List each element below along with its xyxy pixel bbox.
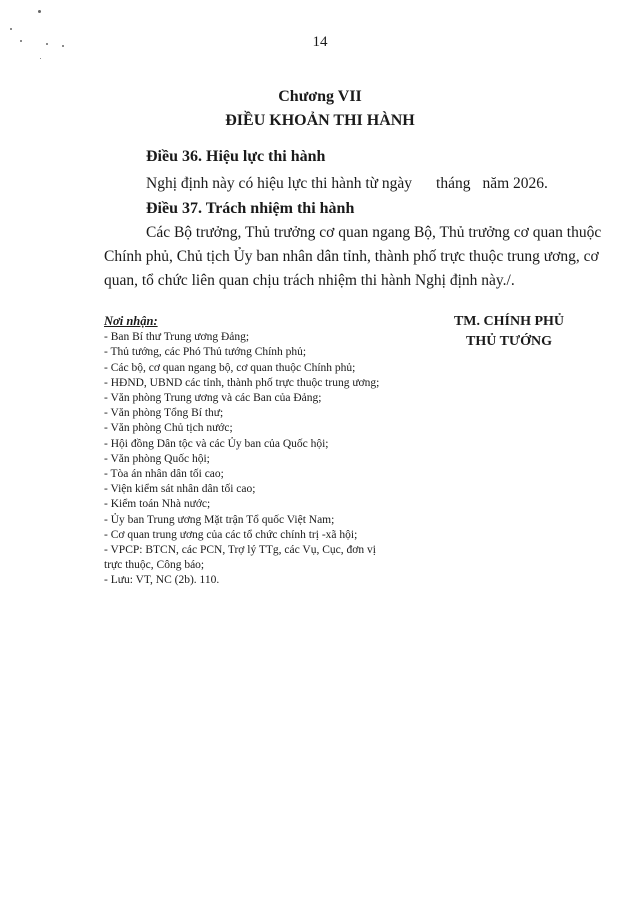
- recipient-item: - Ban Bí thư Trung ương Đảng;: [104, 331, 250, 344]
- article-37-title: Điều 37. Trách nhiệm thi hành: [146, 200, 355, 217]
- article-37-line-3: quan, tổ chức liên quan chịu trách nhiệm thi hành Nghị định này./.: [104, 272, 515, 289]
- article-36-month: tháng: [436, 175, 471, 192]
- recipient-item: - Văn phòng Chủ tịch nước;: [104, 422, 233, 435]
- recipients-title: Nơi nhận:: [104, 314, 158, 328]
- signature-block: [414, 312, 604, 352]
- recipient-item: - VPCP: BTCN, các PCN, Trợ lý TTg, các Vụ, Cục, đơn vị: [104, 544, 376, 557]
- recipient-item: - Các bộ, cơ quan ngang bộ, cơ quan thuộc Chính phủ;: [104, 361, 356, 374]
- recipient-item: - Tòa án nhân dân tối cao;: [104, 468, 224, 481]
- recipient-item: - Cơ quan trung ương của các tổ chức chính trị -xã hội;: [104, 528, 358, 541]
- article-37-line-2: Chính phủ, Chủ tịch Ủy ban nhân dân tỉnh, thành phố trực thuộc trung ương, cơ: [104, 248, 599, 265]
- article-36-title: Điều 36. Hiệu lực thi hành: [146, 148, 326, 165]
- recipient-item: - Ủy ban Trung ương Mặt trận Tổ quốc Việt Nam;: [104, 513, 335, 526]
- recipient-item: trực thuộc, Công báo;: [104, 559, 205, 572]
- recipient-item: - Lưu: VT, NC (2b). 110.: [104, 574, 220, 587]
- recipient-item: - Văn phòng Quốc hội;: [104, 452, 210, 465]
- recipient-item: - Văn phòng Tổng Bí thư;: [104, 407, 224, 420]
- recipient-item: - Thủ tướng, các Phó Thủ tướng Chính phủ;: [104, 346, 307, 359]
- page-number: 14: [312, 34, 328, 50]
- recipient-item: - HĐND, UBND các tỉnh, thành phố trực thuộc trung ương;: [104, 376, 380, 389]
- signature-line-2: THỦ TƯỚNG: [466, 334, 552, 349]
- recipient-item: - Kiểm toán Nhà nước;: [104, 498, 211, 511]
- recipient-item: - Viện kiểm sát nhân dân tối cao;: [104, 483, 256, 496]
- article-36-text: [146, 172, 548, 196]
- recipient-item: - Văn phòng Trung ương và các Ban của Đảng;: [104, 392, 322, 405]
- article-36-text-before: Nghị định này có hiệu lực thi hành từ ngày: [146, 175, 413, 192]
- recipients-block: [104, 314, 434, 589]
- chapter-number: Chương VII: [278, 88, 362, 105]
- article-36-year: năm 2026.: [482, 175, 548, 192]
- recipient-item: - Hội đồng Dân tộc và các Ủy ban của Quốc hội;: [104, 437, 329, 450]
- signature-line-1: TM. CHÍNH PHỦ: [453, 314, 565, 329]
- article-37-line-1: Các Bộ trưởng, Thủ trưởng cơ quan ngang Bộ, Thủ trưởng cơ quan thuộc: [146, 224, 602, 241]
- chapter-title: ĐIỀU KHOẢN THI HÀNH: [225, 112, 415, 129]
